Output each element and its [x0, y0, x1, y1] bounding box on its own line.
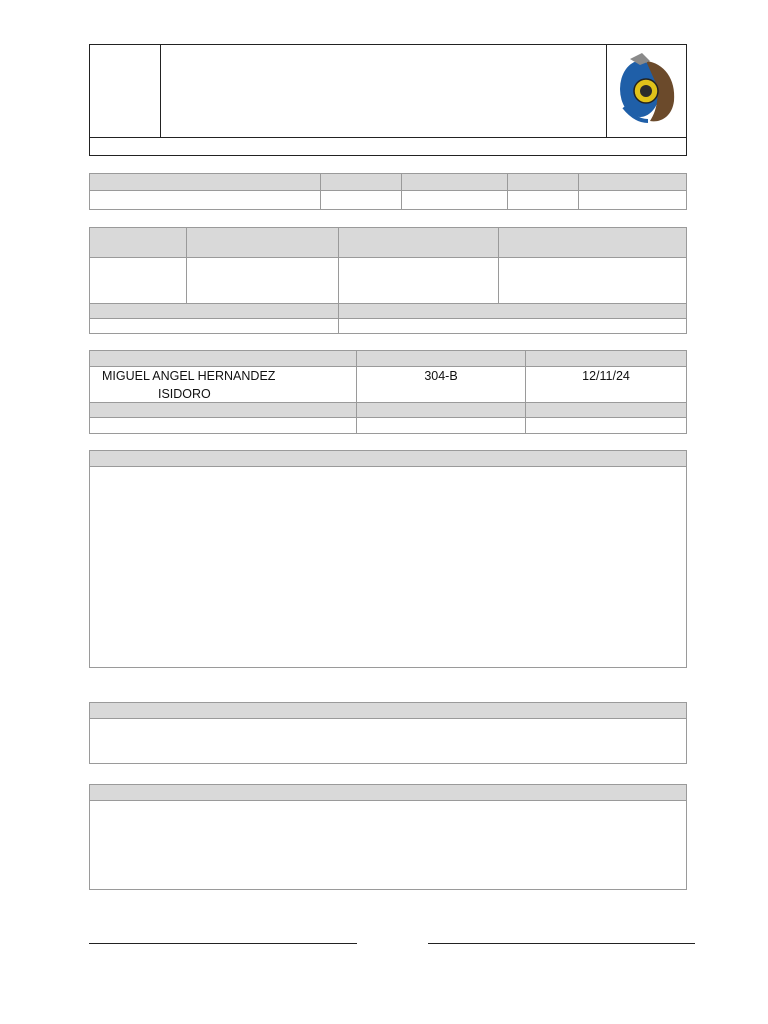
student-date-cell: [526, 367, 686, 402]
content-box-medium: [89, 702, 687, 764]
student-name-cell: [90, 367, 357, 402]
info-table-1-header-row: [90, 174, 686, 191]
content-box-medium-header: [90, 703, 686, 719]
info-table-2-value-row: [90, 258, 686, 304]
signature-line-left: [89, 943, 357, 944]
document-header: [89, 44, 687, 156]
content-box-large-header: [90, 451, 686, 467]
content-box-large: [89, 450, 687, 668]
student-table-header-row: [90, 351, 686, 367]
student-table-value-row: [90, 367, 686, 403]
student-name-line1: MIGUEL ANGEL HERNANDEZ: [102, 369, 276, 383]
info-table-1: [89, 173, 687, 210]
student-table-subheader-row: [90, 403, 686, 418]
info-table-2-subheader-row: [90, 304, 686, 319]
info-table-2-subvalue-row: [90, 319, 686, 333]
info-table-1-value-row: [90, 191, 686, 209]
student-name-line2: ISIDORO: [158, 387, 211, 401]
header-title-cell: [161, 45, 607, 137]
student-group-cell: [357, 367, 526, 402]
signature-line-right: [428, 943, 695, 944]
student-table: [89, 350, 687, 434]
content-box-bottom: [89, 784, 687, 890]
student-date: 12/11/24: [582, 369, 630, 383]
header-bottom-strip: [90, 137, 686, 155]
student-table-subvalue-row: [90, 418, 686, 433]
info-table-2-header-row: [90, 228, 686, 258]
student-group: 304-B: [424, 369, 458, 383]
eagle-emblem-icon: [616, 51, 678, 127]
info-table-2: [89, 227, 687, 334]
header-logo-cell: [607, 45, 686, 137]
content-box-bottom-header: [90, 785, 686, 801]
header-left-cell: [90, 45, 161, 137]
